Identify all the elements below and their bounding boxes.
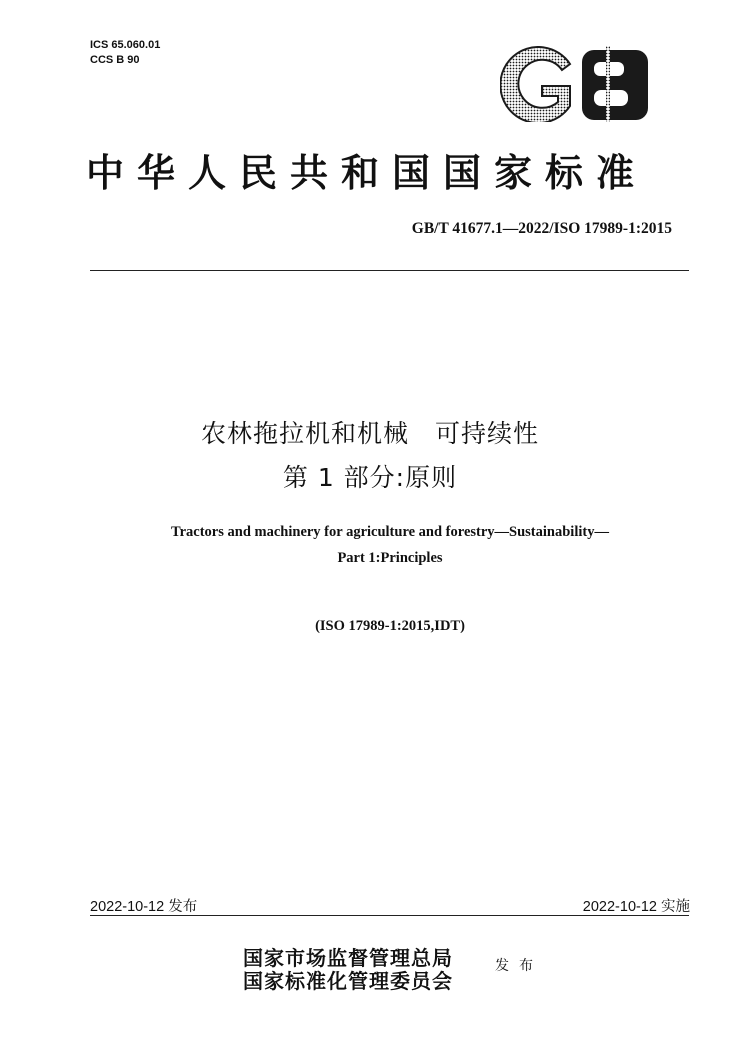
chinese-title-line-2: 第 1 部分:原则 bbox=[282, 463, 458, 492]
header-divider bbox=[90, 270, 689, 271]
classification-codes bbox=[90, 38, 160, 68]
standard-number: GB/T 41677.1—2022/ISO 17989-1:2015 bbox=[411, 220, 672, 237]
ccs-code: CCS B 90 bbox=[90, 54, 140, 66]
gb-logo bbox=[500, 46, 660, 122]
chinese-title-line-1: 农林拖拉机和机械 可持续性 bbox=[200, 419, 539, 448]
publisher-line-1: 国家市场监督管理总局 bbox=[243, 946, 453, 970]
publish-action-label: 发布 bbox=[495, 958, 543, 974]
implementation-date: 2022-10-12 实施 bbox=[582, 899, 690, 915]
footer-divider bbox=[90, 915, 689, 916]
standard-type-title: 中华人民共和国国家标准 bbox=[86, 150, 648, 195]
english-title-line-2: Part 1:Principles bbox=[337, 550, 443, 566]
issue-date: 2022-10-12 发布 bbox=[90, 899, 198, 915]
publisher-line-2: 国家标准化管理委员会 bbox=[243, 969, 453, 993]
english-title-line-1: Tractors and machinery for agriculture and forestry—Sustainability— bbox=[171, 524, 609, 540]
ics-code: ICS 65.060.01 bbox=[90, 39, 161, 51]
adoption-note: (ISO 17989-1:2015,IDT) bbox=[315, 618, 465, 634]
logo-text: GB bbox=[508, 116, 510, 117]
